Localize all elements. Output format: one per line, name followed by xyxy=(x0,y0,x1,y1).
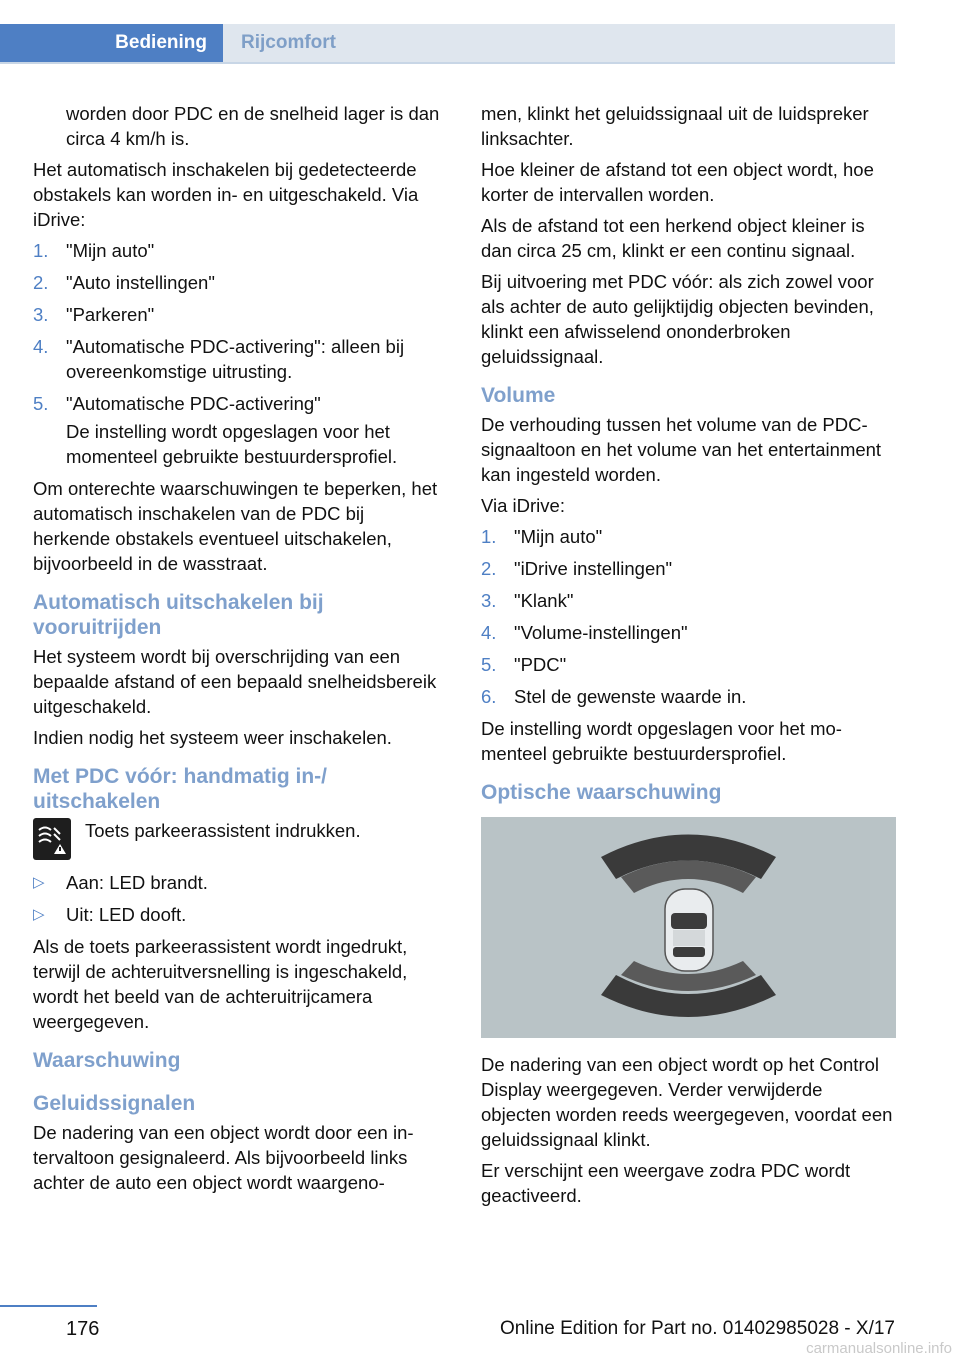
paragraph: Bij uitvoering met PDC vóór: als zich zowel voor als achter de auto gelijktijdig objecten bevinden, klinkt een afwisselend ononderbroken geluidssignaal. xyxy=(481,271,874,367)
paragraph: Als de toets parkeerassistent wordt ingedrukt, terwijl de achteruitversnelling is ingeschakeld, wordt het beeld van de achteruitrijcamera weergegeven. xyxy=(33,936,408,1032)
paragraph: De nadering van een object wordt door een intervaltoon gesignaleerd. Als bijvoorbeeld links achter de auto een object wordt waargeno- xyxy=(33,1122,414,1193)
footer-rule xyxy=(0,1305,97,1307)
paragraph: Het automatisch inschakelen bij gedetecteerde obstakels kan worden in- en uitgeschakeld. Via iDrive: xyxy=(33,159,419,230)
step-number: 3. xyxy=(481,590,497,611)
paragraph: Hoe kleiner de afstand tot een object wordt, hoe korter de intervallen worden. xyxy=(481,159,874,205)
idrive-steps-list xyxy=(33,238,445,469)
heading-optical-warning: Optische waarschuwing xyxy=(481,781,722,804)
step-text: "PDC" xyxy=(514,654,567,675)
volume-steps-list xyxy=(481,524,893,709)
heading-manual-switch: Met PDC vóór: handmatig in-/ uitschakelen xyxy=(33,765,327,813)
list-item xyxy=(33,902,445,927)
step-text: Stel de gewenste waarde in. xyxy=(514,686,747,707)
watermark: carmanualsonline.info xyxy=(806,1340,952,1357)
step-number: 2. xyxy=(481,558,497,579)
heading-warning: Waarschuwing xyxy=(33,1049,181,1072)
edition-text: Online Edition for Part no. 01402985028 - X/17 xyxy=(499,1318,895,1339)
step-number: 2. xyxy=(33,272,49,293)
paragraph: Het systeem wordt bij overschrijding van een bepaalde afstand of een bepaald snelheidsbereik uitgeschakeld. xyxy=(33,646,437,717)
step-number: 1. xyxy=(481,526,497,547)
list-item xyxy=(33,270,445,295)
step-text: "Klank" xyxy=(514,590,574,611)
heading-auto-off: Automatisch uitschakelen bij vooruitrijden xyxy=(33,591,324,639)
paragraph: Om onterechte waarschuwingen te beperken, het automatisch inschakelen van de PDC bij herkende obstakels eventueel uitschakelen, bijvoorbeeld in de wasstraat. xyxy=(33,478,438,574)
led-status-list xyxy=(33,870,445,927)
right-column xyxy=(481,101,893,1214)
list-item xyxy=(481,556,893,581)
step-text: "Mijn auto" xyxy=(514,526,603,547)
step-number: 4. xyxy=(481,622,497,643)
paragraph: De instelling wordt opgeslagen voor het momenteel gebruikte bestuurdersprofiel. xyxy=(481,718,842,764)
paragraph: men, klinkt het geluidssignaal uit de luidspreker linksachter. xyxy=(481,103,869,149)
step-text: "Parkeren" xyxy=(66,304,155,325)
paragraph: Via iDrive: xyxy=(481,495,565,516)
list-item xyxy=(33,302,445,327)
bullet-text: Aan: LED brandt. xyxy=(66,872,208,893)
step-text: "Automatische PDC-activering": alleen bij overeenkomstige uitrusting. xyxy=(66,336,405,382)
pdc-instruction: Toets parkeerassistent indrukken. xyxy=(85,820,361,841)
paragraph: Als de afstand tot een herkend object kleiner is dan circa 25 cm, klinkt er een continu signaal. xyxy=(481,215,865,261)
tab-bediening[interactable]: Bediening xyxy=(0,24,223,62)
pdc-display-illustration xyxy=(481,817,896,1038)
step-number: 4. xyxy=(33,336,49,357)
step-text: "iDrive instellingen" xyxy=(514,558,673,579)
page-number: 176 xyxy=(66,1318,100,1340)
list-item xyxy=(481,588,893,613)
park-assist-button-icon xyxy=(33,818,71,860)
step-text: "Mijn auto" xyxy=(66,240,155,261)
list-item xyxy=(481,684,893,709)
car-sensor-graphic xyxy=(481,817,896,1038)
paragraph: De nadering van een object wordt op het Control Display weergegeven. Verder verwijderde objecten worden reeds weergegeven, voordat een geluidssignaal klinkt. xyxy=(481,1054,893,1150)
step-number: 6. xyxy=(481,686,497,707)
paragraph: De verhouding tussen het volume van de PDC-signaaltoon en het volume van het entertainment kan ingesteld worden. xyxy=(481,414,882,485)
list-item xyxy=(481,652,893,677)
pdc-button-row xyxy=(33,818,445,860)
list-item xyxy=(33,334,445,384)
heading-sound-signals: Geluidssignalen xyxy=(33,1092,196,1115)
step-number: 3. xyxy=(33,304,49,325)
paragraph: Er verschijnt een weergave zodra PDC wordt geactiveerd. xyxy=(481,1160,851,1206)
step-subtext: De instelling wordt opgeslagen voor het momenteel gebruikte bestuurdersprofiel. xyxy=(66,421,398,467)
triangle-bullet-icon: ▷ xyxy=(33,874,45,891)
list-item xyxy=(33,238,445,263)
continued-text: worden door PDC en de snelheid lager is dan circa 4 km/h is. xyxy=(66,103,440,149)
triangle-bullet-icon: ▷ xyxy=(33,906,45,923)
list-item xyxy=(481,620,893,645)
chapter-tabs xyxy=(0,24,895,64)
step-number: 5. xyxy=(33,393,49,414)
step-text: "Volume-instellingen" xyxy=(514,622,688,643)
tab-rijcomfort[interactable]: Rijcomfort xyxy=(223,24,895,62)
list-item xyxy=(33,870,445,895)
left-column xyxy=(33,101,445,1201)
bullet-text: Uit: LED dooft. xyxy=(66,904,187,925)
step-text: "Automatische PDC-activering" xyxy=(66,393,321,414)
heading-volume: Volume xyxy=(481,384,556,407)
step-text: "Auto instellingen" xyxy=(66,272,215,293)
step-number: 1. xyxy=(33,240,49,261)
step-number: 5. xyxy=(481,654,497,675)
paragraph: Indien nodig het systeem weer inschakelen. xyxy=(33,727,392,748)
list-item xyxy=(481,524,893,549)
list-item xyxy=(33,391,445,469)
